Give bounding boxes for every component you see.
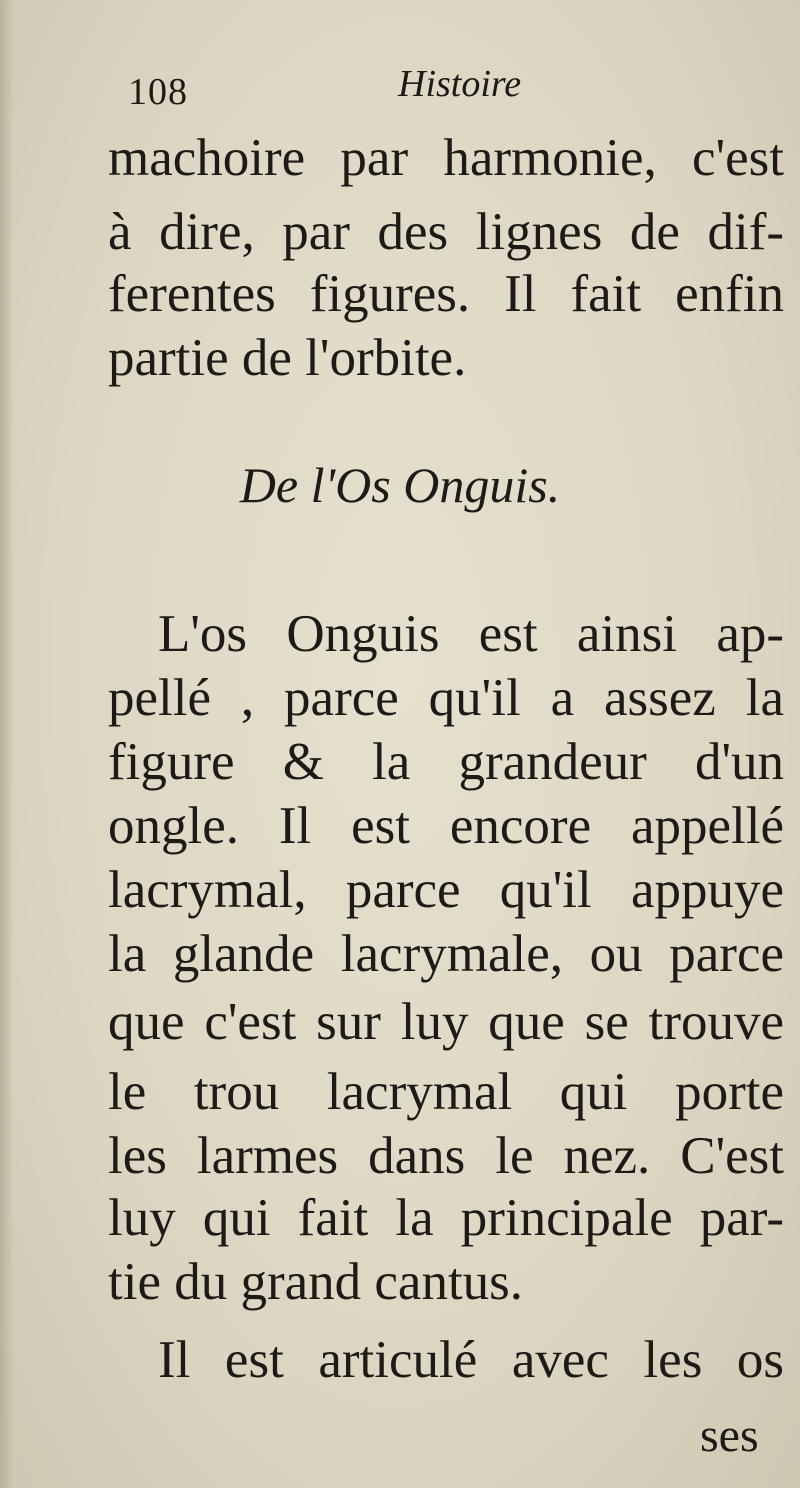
text-line: tie du grand cantus. [108,1253,524,1311]
text-line: machoire par harmonie, c'est [108,129,784,187]
text-line: ferentes figures. Il fait enfin [108,265,784,323]
text-line: les larmes dans le nez. C'est [108,1127,784,1185]
text-line: ongle. Il est encore appellé [108,797,784,855]
text-line: figure & la grandeur d'un [108,733,784,791]
page-gutter-shadow [0,0,14,1488]
text-line: luy qui fait la principale par- [108,1189,784,1247]
text-line: le trou lacrymal qui porte [108,1063,784,1121]
running-title: Histoire [398,63,522,105]
text-line: la glande lacrymale, ou parce [108,925,784,983]
text-line: L'os Onguis est ainsi ap- [158,605,784,663]
text-line: lacrymal, parce qu'il appuye [108,861,784,919]
text-line: à dire, par des lignes de dif- [108,203,784,261]
section-heading: De l'Os Onguis. [239,457,561,513]
text-line: Il est articulé avec les os [158,1331,784,1389]
text-line: partie de l'orbite. [108,329,467,387]
text-line: que c'est sur luy que se trouve [108,993,784,1051]
page-number: 108 [128,71,188,113]
text-line: pellé , parce qu'il a assez la [108,669,784,727]
running-head [128,62,688,118]
catchword: ses [700,1409,759,1462]
